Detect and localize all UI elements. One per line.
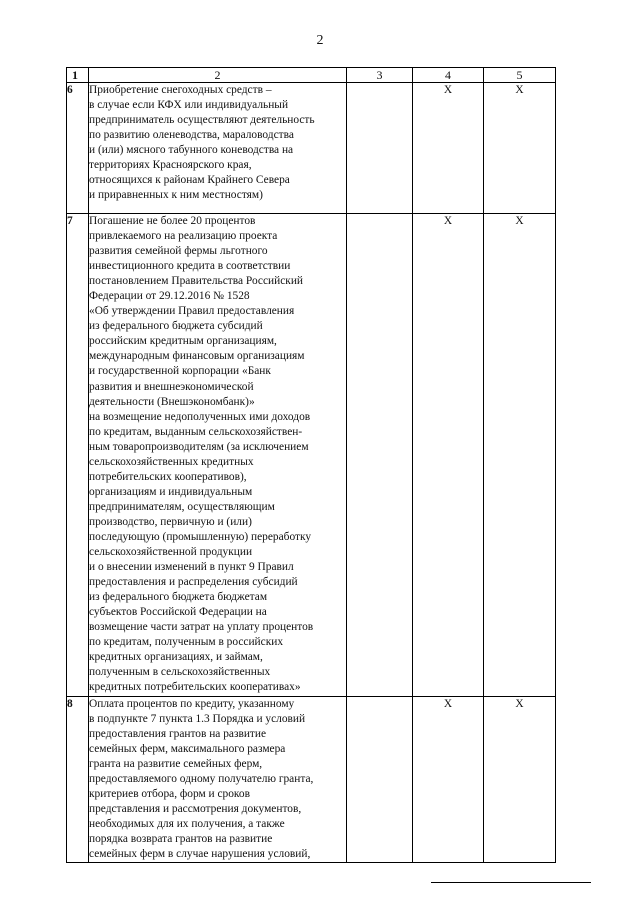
description-line: в подпункте 7 пункта 1.3 Порядка и условий	[89, 712, 306, 725]
row-number: 8	[67, 696, 89, 863]
description-line: гранта на развитие семейных ферм,	[89, 757, 263, 770]
description-line: территориях Красноярского края,	[89, 159, 252, 172]
row-description	[89, 214, 347, 697]
description-line: и приравненных к ним местностям)	[89, 189, 263, 202]
row-description	[89, 83, 347, 214]
description-line: полученным в сельскохозяйственных	[89, 666, 271, 679]
description-line: предоставления и распределения субсидий	[89, 576, 298, 589]
table-row	[67, 83, 556, 214]
description-line: Федерации от 29.12.2016 № 1528	[89, 290, 250, 303]
description-line: необходимых для их получения, а также	[89, 817, 285, 830]
description-line: международным финансовым организациям	[89, 350, 305, 363]
description-line: на возмещение недополученных ими доходов	[89, 410, 311, 423]
description-line: производство, первичную и (или)	[89, 515, 252, 528]
description-line: семейных ферм, максимального размера	[89, 742, 286, 755]
description-line: предпринимателям, осуществляющим	[89, 500, 275, 513]
header-cell-2: 2	[89, 68, 347, 83]
description-line: и (или) мясного табунного коневодства на	[89, 144, 294, 157]
description-line: субъектов Российской Федерации на	[89, 606, 267, 619]
description-line: и государственной корпорации «Банк	[89, 365, 271, 378]
description-line: Погашение не более 20 процентов	[89, 215, 256, 227]
description-line: развития и внешнеэкономической	[89, 380, 254, 393]
page-number: 2	[316, 33, 324, 48]
description-line: относящихся к районам Крайнего Севера	[89, 174, 290, 187]
header-cell-4: 4	[413, 68, 484, 83]
description-line: организациям и индивидуальным	[89, 485, 253, 498]
description-line: Оплата процентов по кредиту, указанному	[89, 697, 295, 710]
table-header-row	[67, 68, 556, 83]
row-number: 6	[67, 83, 89, 214]
description-line: в случае если КФХ или индивидуальный	[89, 99, 289, 112]
row-col5-mark: X	[484, 83, 556, 214]
header-cell-1: 1	[67, 68, 89, 83]
description-line: привлекаемого на реализацию проекта	[89, 230, 278, 243]
description-line: по кредитам, полученным в российских	[89, 636, 284, 649]
table-row	[67, 696, 556, 863]
footer-rule	[431, 882, 591, 883]
description-line: сельскохозяйственной продукции	[89, 546, 253, 559]
description-line: по кредитам, выданным сельскохозяйствен-	[89, 425, 303, 438]
description-line: предоставляемого одному получателю гранта,	[89, 772, 314, 785]
row-col4-mark: X	[413, 214, 484, 697]
description-line: и о внесении изменений в пункт 9 Правил	[89, 561, 294, 574]
description-line: последующую (промышленную) переработку	[89, 530, 312, 543]
table-row	[67, 214, 556, 697]
description-line: представления и рассмотрения документов,	[89, 802, 302, 815]
header-cell-3: 3	[347, 68, 413, 83]
description-line: критериев отбора, форм и сроков	[89, 787, 250, 800]
description-line: Приобретение снегоходных средств –	[89, 84, 272, 96]
description-line: кредитных потребительских кооперативах»	[89, 681, 301, 694]
description-line: возмещение части затрат на уплату процентов	[89, 621, 314, 634]
row-col5-mark: X	[484, 214, 556, 697]
document-table	[66, 67, 556, 863]
description-line: предприниматель осуществляют деятельность	[89, 114, 315, 127]
description-line: из федерального бюджета субсидий	[89, 320, 263, 333]
row-col4-mark: X	[413, 696, 484, 863]
row-col5-mark: X	[484, 696, 556, 863]
row-number: 7	[67, 214, 89, 697]
row-col3	[347, 83, 413, 214]
row-col4-mark: X	[413, 83, 484, 214]
description-line: постановлением Правительства Российский	[89, 275, 304, 288]
description-line: сельскохозяйственных кредитных	[89, 455, 254, 468]
description-line: кредитных организациях, и займам,	[89, 651, 263, 664]
description-line: порядка возврата грантов на развитие	[89, 832, 273, 845]
description-line: инвестиционного кредита в соответствии	[89, 260, 291, 273]
description-line: российским кредитным организациям,	[89, 335, 277, 348]
description-line: деятельности (Внешэкономбанк)»	[89, 395, 255, 408]
description-line: потребительских кооперативов),	[89, 470, 247, 483]
description-line: семейных ферм в случае нарушения условий,	[89, 847, 311, 860]
row-col3	[347, 696, 413, 863]
row-col3	[347, 214, 413, 697]
description-line: развития семейной фермы льготного	[89, 245, 268, 258]
description-line: «Об утверждении Правил предоставления	[89, 305, 295, 318]
description-line: предоставления грантов на развитие	[89, 727, 267, 740]
description-line: по развитию оленеводства, мараловодства	[89, 129, 294, 142]
description-line: ным товаропроизводителям (за исключением	[89, 440, 309, 453]
row-description	[89, 696, 347, 863]
description-line: из федерального бюджета бюджетам	[89, 591, 268, 604]
header-cell-5: 5	[484, 68, 556, 83]
